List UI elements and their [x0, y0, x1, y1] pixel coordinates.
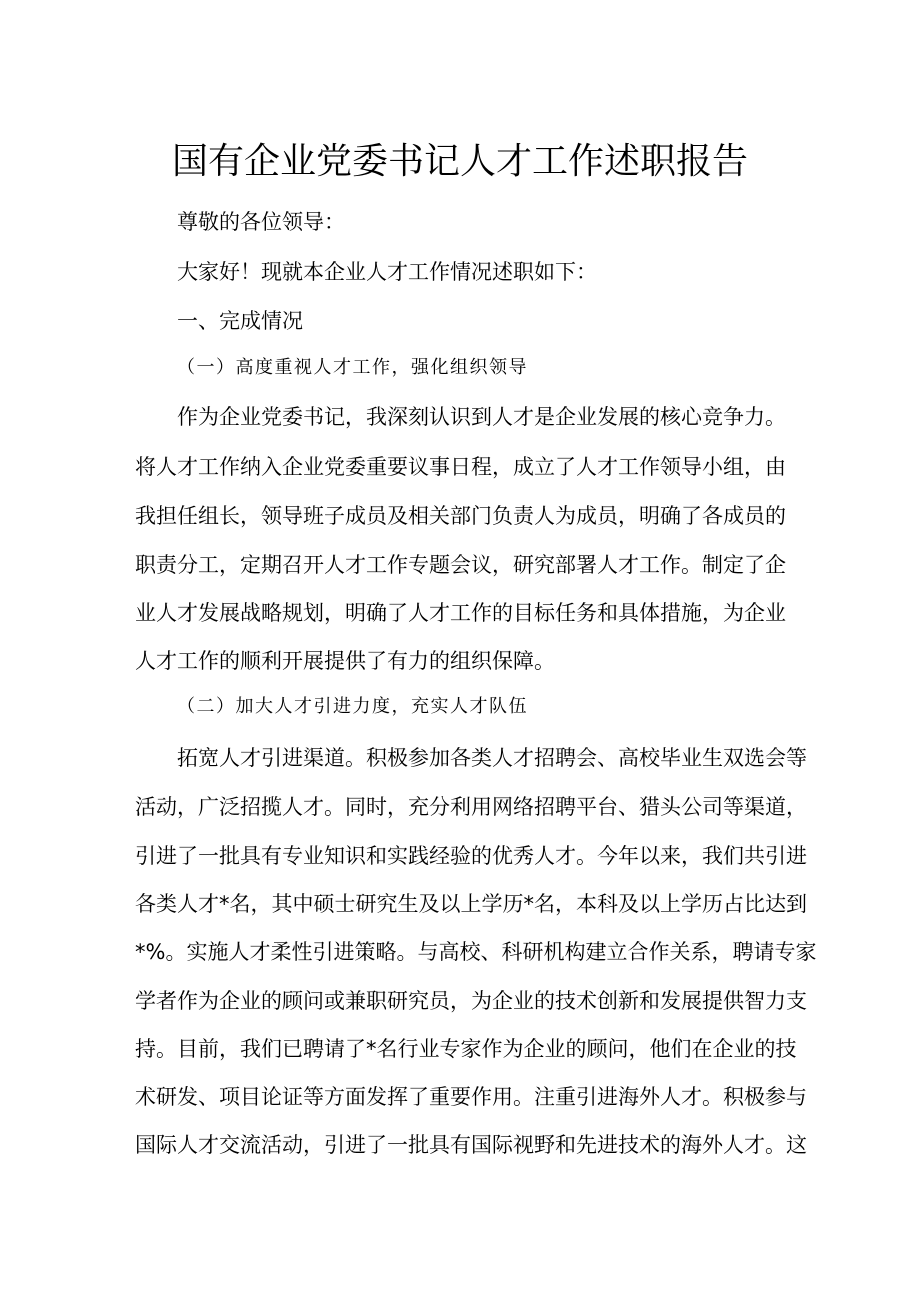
paragraph-1-line: 人才工作的顺利开展提供了有力的组织保障。: [135, 649, 555, 673]
paragraph-2-line: 持。目前，我们已聘请了*名行业专家作为企业的顾问，他们在企业的技: [135, 1037, 797, 1061]
subsection-heading-1: （一）高度重视人才工作，强化组织领导: [177, 357, 528, 378]
paragraph-2-line: 国际人才交流活动，引进了一批具有国际视野和先进技术的海外人才。这: [135, 1133, 807, 1157]
paragraph-2-line: 活动，广泛招揽人才。同时，充分利用网络招聘平台、猎头公司等渠道，: [135, 795, 807, 819]
paragraph-2-line: 术研发、项目论证等方面发挥了重要作用。注重引进海外人才。积极参与: [135, 1085, 807, 1109]
section-heading-completion: 一、完成情况: [177, 309, 303, 333]
paragraph-2-line: 拓宽人才引进渠道。积极参加各类人才招聘会、高校毕业生双选会等: [177, 746, 807, 770]
paragraph-2-line: 学者作为企业的顾问或兼职研究员，为企业的技术创新和发展提供智力支: [135, 989, 807, 1013]
paragraph-2-line: 引进了一批具有专业知识和实践经验的优秀人才。今年以来，我们共引进: [135, 844, 807, 868]
paragraph-1-line: 我担任组长，领导班子成员及相关部门负责人为成员，明确了各成员的: [135, 504, 786, 528]
paragraph-2-line: 各类人才*名，其中硕士研究生及以上学历*名，本科及以上学历占比达到: [135, 892, 807, 916]
greeting: 大家好！现就本企业人才工作情况述职如下：: [177, 260, 597, 284]
paragraph-1-line: 业人才发展战略规划，明确了人才工作的目标任务和具体措施，为企业: [135, 601, 786, 625]
paragraph-1-line: 职责分工，定期召开人才工作专题会议，研究部署人才工作。制定了企: [135, 553, 786, 577]
paragraph-1-line: 作为企业党委书记，我深刻认识到人才是企业发展的核心竞争力。: [177, 405, 786, 429]
subsection-heading-2: （二）加大人才引进力度，充实人才队伍: [177, 696, 528, 717]
document-title: 国有企业党委书记人才工作述职报告: [171, 141, 748, 182]
salutation: 尊敬的各位领导：: [177, 210, 345, 234]
paragraph-1-line: 将人才工作纳入企业党委重要议事日程，成立了人才工作领导小组，由: [135, 455, 786, 479]
paragraph-2-line: *%。实施人才柔性引进策略。与高校、科研机构建立合作关系，聘请专家: [135, 940, 817, 964]
